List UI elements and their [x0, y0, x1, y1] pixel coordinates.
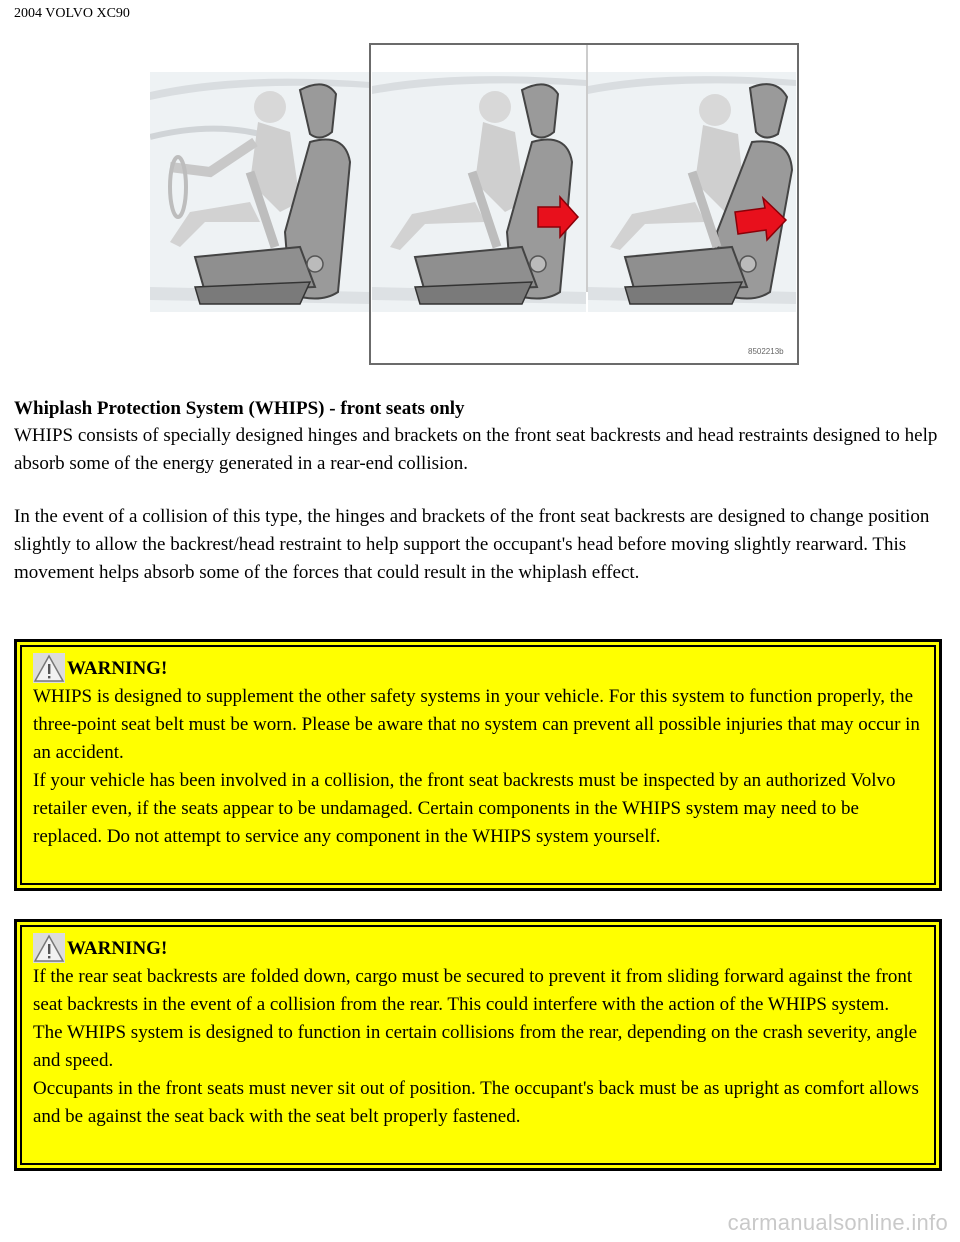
- warning-text: WHIPS is designed to supplement the other safety systems in your vehicle. For this system to function properly, the three-point seat belt must be worn. Please be aware that no system can prevent all possible injuries that may occur in an accident.: [33, 686, 920, 763]
- warning-title: WARNING!: [67, 938, 168, 959]
- page-header: 2004 VOLVO XC90: [14, 6, 130, 21]
- warning-triangle-icon: [33, 653, 65, 683]
- warning-triangle-icon: [33, 933, 65, 963]
- panel-collision-start: [372, 72, 586, 312]
- warning-heading: [33, 933, 924, 963]
- panel-collision-rearward: [588, 72, 796, 312]
- panel-normal-position: [150, 72, 370, 312]
- whips-seat-illustration: [150, 42, 800, 367]
- warning-heading: [33, 653, 924, 683]
- warning-box-1: [14, 639, 942, 891]
- warning-box-2: [14, 919, 942, 1171]
- warning-text: If your vehicle has been involved in a collision, the front seat backrests must be inspected by an authorized Volvo retailer even, if the seats appear to be undamaged. Certain components in the WHIPS system may need to be replaced. Do not attempt to service any component in the WHIPS system yourself.: [33, 770, 896, 847]
- intro-paragraph: WHIPS consists of specially designed hinges and brackets on the front seat backrests and head restraints designed to help absorb some of the energy generated in a rear-end collision.: [14, 425, 938, 474]
- watermark: carmanualsonline.info: [727, 1210, 948, 1235]
- section-title: Whiplash Protection System (WHIPS) - front seats only: [14, 398, 465, 419]
- warning-title: WARNING!: [67, 658, 168, 679]
- warning-text: If the rear seat backrests are folded down, cargo must be secured to prevent it from sliding forward against the front seat backrests in the event of a collision from the rear. This could interfere with the action of the WHIPS system.: [33, 966, 913, 1015]
- warning-text: Occupants in the front seats must never sit out of position. The occupant's back must be as upright as comfort allows and be against the seat back with the seat belt properly fastened.: [33, 1078, 919, 1127]
- collision-paragraph: In the event of a collision of this type, the hinges and brackets of the front seat backrests are designed to change position slightly to allow the backrest/head restraint to help support the occupant's head before moving slightly rearward. This movement helps absorb some of the forces that could result in the whiplash effect.: [14, 506, 930, 583]
- figure-code: 8502213b: [748, 347, 784, 356]
- warning-text: The WHIPS system is designed to function in certain collisions from the rear, depending on the crash severity, angle and speed.: [33, 1022, 918, 1071]
